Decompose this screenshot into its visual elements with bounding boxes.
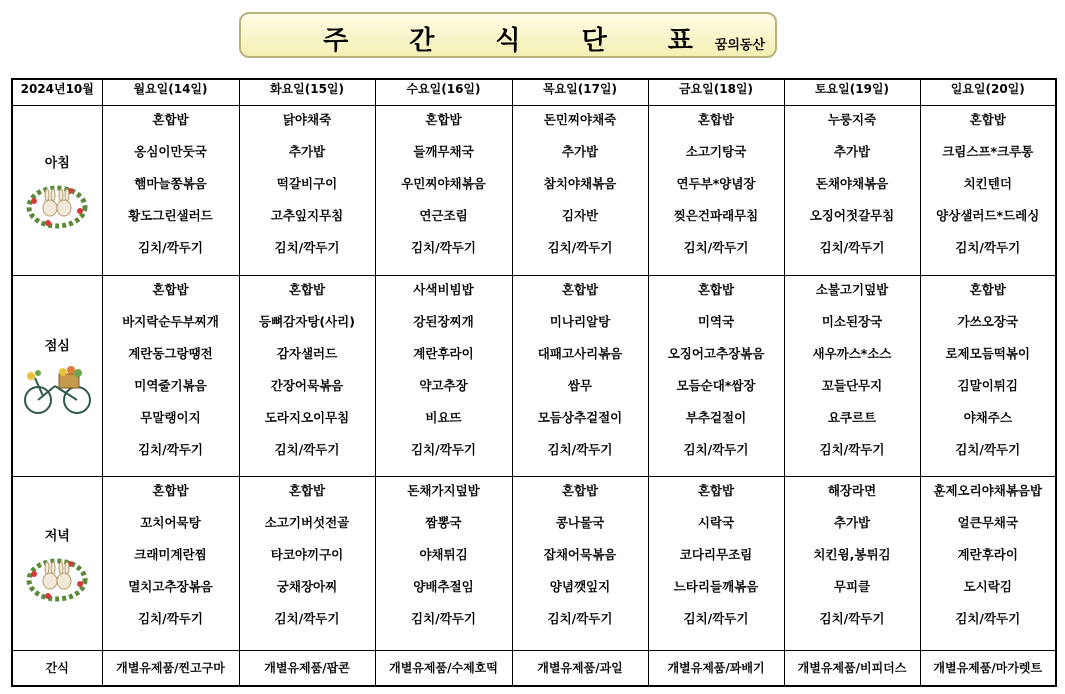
menu-item: 미소된장국	[821, 314, 883, 330]
menu-item: 김치/깍두기	[819, 442, 885, 458]
meal-row-lunch	[12, 276, 1056, 476]
menu-item: 계란동그랑땡전	[128, 346, 213, 362]
menu-item: 추가밥	[833, 514, 871, 530]
menu-item: 양배추절임	[413, 578, 474, 594]
menu-item: 요쿠르트	[827, 410, 877, 426]
menu-item: 강된장찌개	[413, 314, 474, 330]
meal-label-cell	[12, 276, 102, 476]
menu-item: 도시락김	[963, 578, 1012, 594]
menu-item: 타코야끼구이	[270, 546, 344, 562]
menu-item: 김치/깍두기	[138, 240, 203, 256]
menu-item: 모듬순대*쌈장	[676, 378, 756, 394]
menu-item: 황도그린샐러드	[128, 208, 213, 224]
menu-day-cell	[648, 476, 784, 650]
menu-item: 김치/깍두기	[683, 240, 749, 256]
menu-item: 닭야채죽	[282, 112, 332, 128]
menu-item: 감자샐러드	[276, 346, 338, 362]
menu-item: 해장라면	[827, 482, 877, 498]
menu-item: 양념깻잎지	[549, 578, 611, 594]
meal-label-cell	[12, 476, 102, 650]
menu-day-cell	[920, 276, 1056, 476]
menu-item: 김치/깍두기	[955, 240, 1021, 256]
menu-item: 김치/깍두기	[547, 610, 613, 626]
menu-item: 김치/깍두기	[819, 240, 885, 256]
menu-item: 미나리알탕	[549, 314, 611, 330]
menu-item: 김치/깍두기	[955, 442, 1021, 458]
menu-item: 혼합밥	[697, 482, 735, 498]
menu-item: 새우까스*소스	[812, 346, 892, 362]
meal-label: 저녁	[44, 528, 70, 544]
menu-item: 잡채어묵볶음	[543, 546, 617, 562]
menu-item: 추가밥	[833, 144, 871, 160]
menu-item: 고추잎지무침	[270, 208, 344, 224]
menu-item: 떡갈비구이	[276, 176, 338, 192]
menu-item: 등뼈감자탕(사리)	[259, 314, 355, 330]
page-subtitle: 꿈의동산	[714, 38, 765, 53]
menu-item: 짬뽕국	[425, 514, 462, 530]
menu-item: 꼬치어묵탕	[140, 514, 201, 530]
menu-item: 로제모듬떡볶이	[945, 346, 1031, 362]
menu-day-cell	[512, 106, 648, 276]
menu-item: 돈민찌야채죽	[543, 112, 617, 128]
bunny-wreath-icon	[26, 550, 88, 602]
menu-item: 훈제오리야채볶음밥	[933, 482, 1043, 498]
menu-item: 소고기탕국	[685, 144, 747, 160]
menu-item: 혼합밥	[288, 282, 326, 298]
menu-day-cell	[648, 276, 784, 476]
menu-item: 크래미계란찜	[134, 546, 207, 562]
menu-item: 꼬들단무지	[821, 378, 883, 394]
menu-item: 김치/깍두기	[411, 610, 476, 626]
menu-item: 무피클	[833, 578, 871, 594]
menu-item: 참치야채볶음	[543, 176, 617, 192]
menu-day-cell	[920, 476, 1056, 650]
bunny-wreath-icon	[26, 177, 88, 229]
menu-day-cell	[784, 276, 920, 476]
menu-item: 치킨텐더	[963, 176, 1012, 192]
menu-item: 혼합밥	[561, 282, 599, 298]
day-header: 일요일(20일)	[920, 79, 1056, 106]
menu-item: 느타리들깨볶음	[673, 578, 759, 594]
menu-item: 혼합밥	[969, 112, 1006, 128]
snack-item: 개별유제품/마가렛트	[920, 650, 1056, 686]
snack-item: 개별유제품/꽈배기	[648, 650, 784, 686]
snack-item: 개별유제품/찐고구마	[102, 650, 239, 686]
menu-item: 김치/깍두기	[411, 240, 476, 256]
menu-item: 김치/깍두기	[547, 442, 613, 458]
menu-item: 코다리무조림	[679, 546, 753, 562]
weekly-menu-table	[11, 78, 1057, 687]
day-header: 수요일(16일)	[375, 79, 512, 106]
menu-item: 간장어묵볶음	[270, 378, 344, 394]
menu-item: 혼합밥	[697, 282, 735, 298]
menu-day-cell	[102, 476, 239, 650]
menu-item: 추가밥	[561, 144, 599, 160]
menu-item: 미역국	[697, 314, 735, 330]
meal-label: 점심	[44, 339, 70, 355]
menu-item: 모듬상추겉절이	[537, 410, 623, 426]
day-header: 금요일(18일)	[648, 79, 784, 106]
menu-day-cell	[784, 476, 920, 650]
month-cell: 2024년10월	[12, 79, 102, 106]
meal-row-dinner	[12, 476, 1056, 650]
menu-item: 찢은건파래무침	[673, 208, 759, 224]
menu-day-cell	[920, 106, 1056, 276]
menu-item: 김치/깍두기	[955, 610, 1021, 626]
menu-item: 무말랭이지	[140, 410, 201, 426]
menu-item: 계란후라이	[413, 346, 474, 362]
day-header: 토요일(19일)	[784, 79, 920, 106]
menu-item: 멸치고추장볶음	[128, 578, 213, 594]
menu-item: 돈채야채볶음	[815, 176, 889, 192]
menu-item: 햄마늘쫑볶음	[134, 176, 207, 192]
menu-item: 김치/깍두기	[683, 442, 749, 458]
menu-item: 얼큰무채국	[957, 514, 1018, 530]
menu-item: 혼합밥	[152, 282, 189, 298]
menu-item: 쌈무	[567, 378, 593, 394]
menu-item: 김치/깍두기	[274, 610, 340, 626]
menu-item: 김말이튀김	[957, 378, 1018, 394]
menu-item: 김치/깍두기	[138, 610, 203, 626]
menu-item: 부추겉절이	[685, 410, 747, 426]
meal-label: 아침	[44, 156, 70, 172]
menu-item: 야채주스	[963, 410, 1012, 426]
menu-item: 누룽지죽	[827, 112, 877, 128]
menu-item: 우민찌야채볶음	[401, 176, 486, 192]
day-header: 월요일(14일)	[102, 79, 239, 106]
menu-item: 들깨무채국	[413, 144, 474, 160]
menu-item: 혼합밥	[152, 482, 189, 498]
menu-item: 바지락순두부찌개	[122, 314, 219, 330]
menu-item: 추가밥	[288, 144, 326, 160]
menu-item: 야채튀김	[419, 546, 468, 562]
menu-item: 도라지오이무침	[264, 410, 350, 426]
menu-day-cell	[512, 276, 648, 476]
menu-item: 김자반	[561, 208, 599, 224]
menu-item: 대패고사리볶음	[537, 346, 623, 362]
menu-item: 혼합밥	[561, 482, 599, 498]
menu-item: 김치/깍두기	[819, 610, 885, 626]
menu-item: 혼합밥	[152, 112, 189, 128]
menu-item: 돈채가지덮밥	[407, 482, 480, 498]
menu-item: 미역줄기볶음	[134, 378, 207, 394]
title-banner	[239, 12, 777, 58]
flower-bicycle-icon	[23, 360, 91, 416]
menu-item: 김치/깍두기	[274, 240, 340, 256]
menu-day-cell	[239, 276, 375, 476]
menu-item: 치킨윙,봉튀김	[813, 546, 891, 562]
menu-item: 양상샐러드*드레싱	[936, 208, 1040, 224]
menu-day-cell	[784, 106, 920, 276]
meal-row-breakfast	[12, 106, 1056, 276]
menu-item: 소불고기덮밥	[815, 282, 889, 298]
menu-day-cell	[512, 476, 648, 650]
menu-day-cell	[375, 106, 512, 276]
page-title: 주 간 식 단 표	[323, 26, 719, 56]
menu-item: 소고기버섯전골	[264, 514, 350, 530]
snack-row	[12, 650, 1056, 686]
menu-day-cell	[239, 476, 375, 650]
menu-day-cell	[375, 276, 512, 476]
header-row	[12, 79, 1056, 106]
snack-label: 간식	[12, 650, 102, 686]
menu-item: 가쓰오장국	[957, 314, 1018, 330]
menu-item: 김치/깍두기	[411, 442, 476, 458]
snack-item: 개별유제품/수제호떡	[375, 650, 512, 686]
menu-item: 김치/깍두기	[683, 610, 749, 626]
menu-item: 김치/깍두기	[547, 240, 613, 256]
day-header: 화요일(15일)	[239, 79, 375, 106]
menu-item: 혼합밥	[288, 482, 326, 498]
menu-day-cell	[239, 106, 375, 276]
menu-item: 김치/깍두기	[274, 442, 340, 458]
menu-item: 혼합밥	[697, 112, 735, 128]
snack-item: 개별유제품/과일	[512, 650, 648, 686]
menu-item: 콩나물국	[555, 514, 605, 530]
menu-item: 사색비빔밥	[413, 282, 474, 298]
menu-item: 혼합밥	[969, 282, 1006, 298]
snack-item: 개별유제품/비피더스	[784, 650, 920, 686]
menu-day-cell	[102, 276, 239, 476]
menu-item: 오징어젓갈무침	[809, 208, 895, 224]
meal-label-cell	[12, 106, 102, 276]
menu-item: 옹심이만둣국	[134, 144, 207, 160]
menu-item: 혼합밥	[425, 112, 462, 128]
menu-item: 연근조림	[419, 208, 468, 224]
menu-item: 약고추장	[419, 378, 468, 394]
menu-item: 연두부*양념장	[676, 176, 756, 192]
menu-day-cell	[102, 106, 239, 276]
menu-day-cell	[375, 476, 512, 650]
menu-item: 비요뜨	[425, 410, 462, 426]
menu-item: 오징어고추장볶음	[667, 346, 765, 362]
menu-item: 김치/깍두기	[138, 442, 203, 458]
menu-item: 궁채장아찌	[276, 578, 338, 594]
menu-day-cell	[648, 106, 784, 276]
menu-item: 시락국	[697, 514, 735, 530]
menu-item: 크림스프*크루통	[942, 144, 1034, 160]
snack-item: 개별유제품/팝콘	[239, 650, 375, 686]
day-header: 목요일(17일)	[512, 79, 648, 106]
menu-item: 계란후라이	[957, 546, 1018, 562]
